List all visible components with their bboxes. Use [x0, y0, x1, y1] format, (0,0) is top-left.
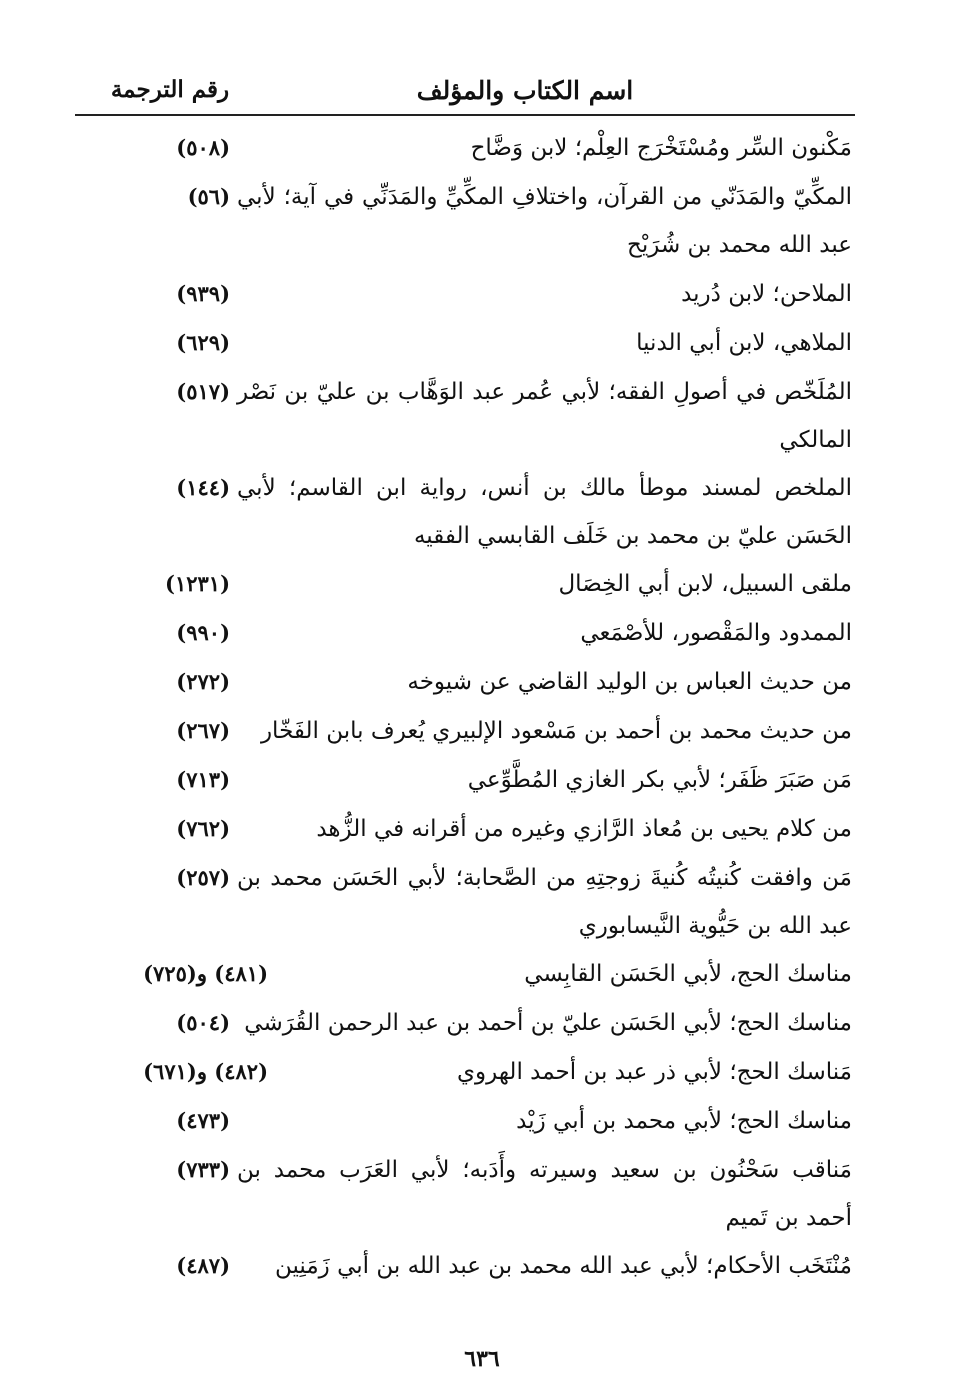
- entry-title: مَكْنون السِّر ومُسْتَخْرَج العِلْم؛ لابن وَضَّاح: [470, 135, 852, 161]
- entry-title: مناسك الحج؛ لأبي محمد بن أبي زَيْد: [516, 1108, 852, 1134]
- entry-number: (٧١٣): [176, 767, 230, 792]
- entry-number: (٥٠٨): [176, 135, 230, 160]
- entry-number: (٢٧٢): [176, 669, 230, 694]
- entry-title: مُنْتَخَب الأحكام؛ لأبي عبد الله محمد بن عبد الله بن أبي زَمَنِين: [274, 1253, 852, 1279]
- entry-number: (٥٠٤): [176, 1010, 230, 1035]
- entry-title: الملاحن؛ لابن دُريد: [681, 281, 852, 307]
- entry-number: (٦٢٩): [176, 330, 230, 355]
- entry-number: (٧٣٣): [176, 1157, 230, 1182]
- entry-title: مَناسك الحج؛ لأبي ذر عبد بن أحمد الهروي: [457, 1059, 852, 1085]
- entry-title: الممدود والمَقْصور، للأصْمَعي: [580, 620, 852, 646]
- entry-number: (٢٥٧): [176, 865, 230, 890]
- entry-title: المكِّيّ والمَدَنّي من القرآن، واختلافِ المكِّيِّ والمَدَنِّي في آية؛ لأبي عبد الله محمد بن شُرَيْح: [237, 184, 852, 258]
- entry-title: المُلَخّص في أصولِ الفقه؛ لأبي عُمر عبد الوَهَّاب بن عليّ بن نَصْر المالكي: [237, 379, 852, 453]
- biography-number-column-heading: رقم الترجمة: [110, 76, 230, 103]
- entry-number: (٤٧٣): [176, 1108, 230, 1133]
- entry-title: مناسك الحج، لأبي الحَسَن القابِسي: [524, 961, 852, 987]
- entry-number: (٤٨١) و(٧٢٥): [143, 961, 268, 986]
- entry-number: (٢٦٧): [176, 718, 230, 743]
- entry-number: (٤٨٧): [176, 1253, 230, 1278]
- entry-number: (١٢٣١): [165, 571, 230, 596]
- entry-title: الملخص لمسند موطأ مالك بن أنس، رواية ابن القاسم؛ لأبي الحَسَن عليّ بن محمد بن خَلَف القابسي الفقيه: [237, 475, 852, 549]
- entry-title: من حديث محمد بن أحمد بن مَسْعود الإلبيري يُعرف بابن الفَخّار: [260, 718, 852, 744]
- entry-title: الملاهي، لابن أبي الدنيا: [636, 330, 852, 356]
- header-divider: [75, 114, 855, 116]
- entry-number: (٥١٧): [176, 379, 230, 404]
- entry-number: (٩٣٩): [176, 281, 230, 306]
- book-author-column-heading: اسم الكتاب والمؤلف: [416, 76, 634, 105]
- page-number: ٦٣٦: [464, 1346, 500, 1372]
- entry-number: (٩٩٠): [176, 620, 230, 645]
- entry-title: مناسك الحج؛ لأبي الحَسَن عليّ بن أحمد بن عبد الرحمن القُرَشي: [244, 1010, 852, 1036]
- entry-number: (٤٨٢) و(٦٧١): [143, 1059, 268, 1084]
- entry-title: مَناقب سَحْنُون بن سعيد وسيرته وأَدَبه؛ لأبي العَرَب محمد بن أحمد بن تَميم: [237, 1157, 852, 1231]
- entry-title: من كلام يحيى بن مُعاذ الرَّازي وغيره من أقرانه في الزُّهد: [316, 816, 852, 842]
- entry-title: ملقى السبيل، لابن أبي الخِصَال: [558, 571, 852, 597]
- entry-title: مَن وافقت كُنيتُه كُنيةَ زوجتِهِ من الصَّحابة؛ لأبي الحَسَن محمد بن عبد الله بن حَيُّوية النَّيسابوري: [237, 865, 852, 939]
- entry-title: من حديث العباس بن الوليد القاضي عن شيوخه: [407, 669, 852, 695]
- entry-number: (٥٦): [187, 184, 230, 209]
- entry-number: (١٤٤): [176, 475, 230, 500]
- entry-title: مَن صَبَرَ ظَفَر؛ لأبي بكر الغازي المُطَّوِّعي: [467, 767, 852, 793]
- table-header: [75, 70, 855, 106]
- entry-number: (٧٦٢): [176, 816, 230, 841]
